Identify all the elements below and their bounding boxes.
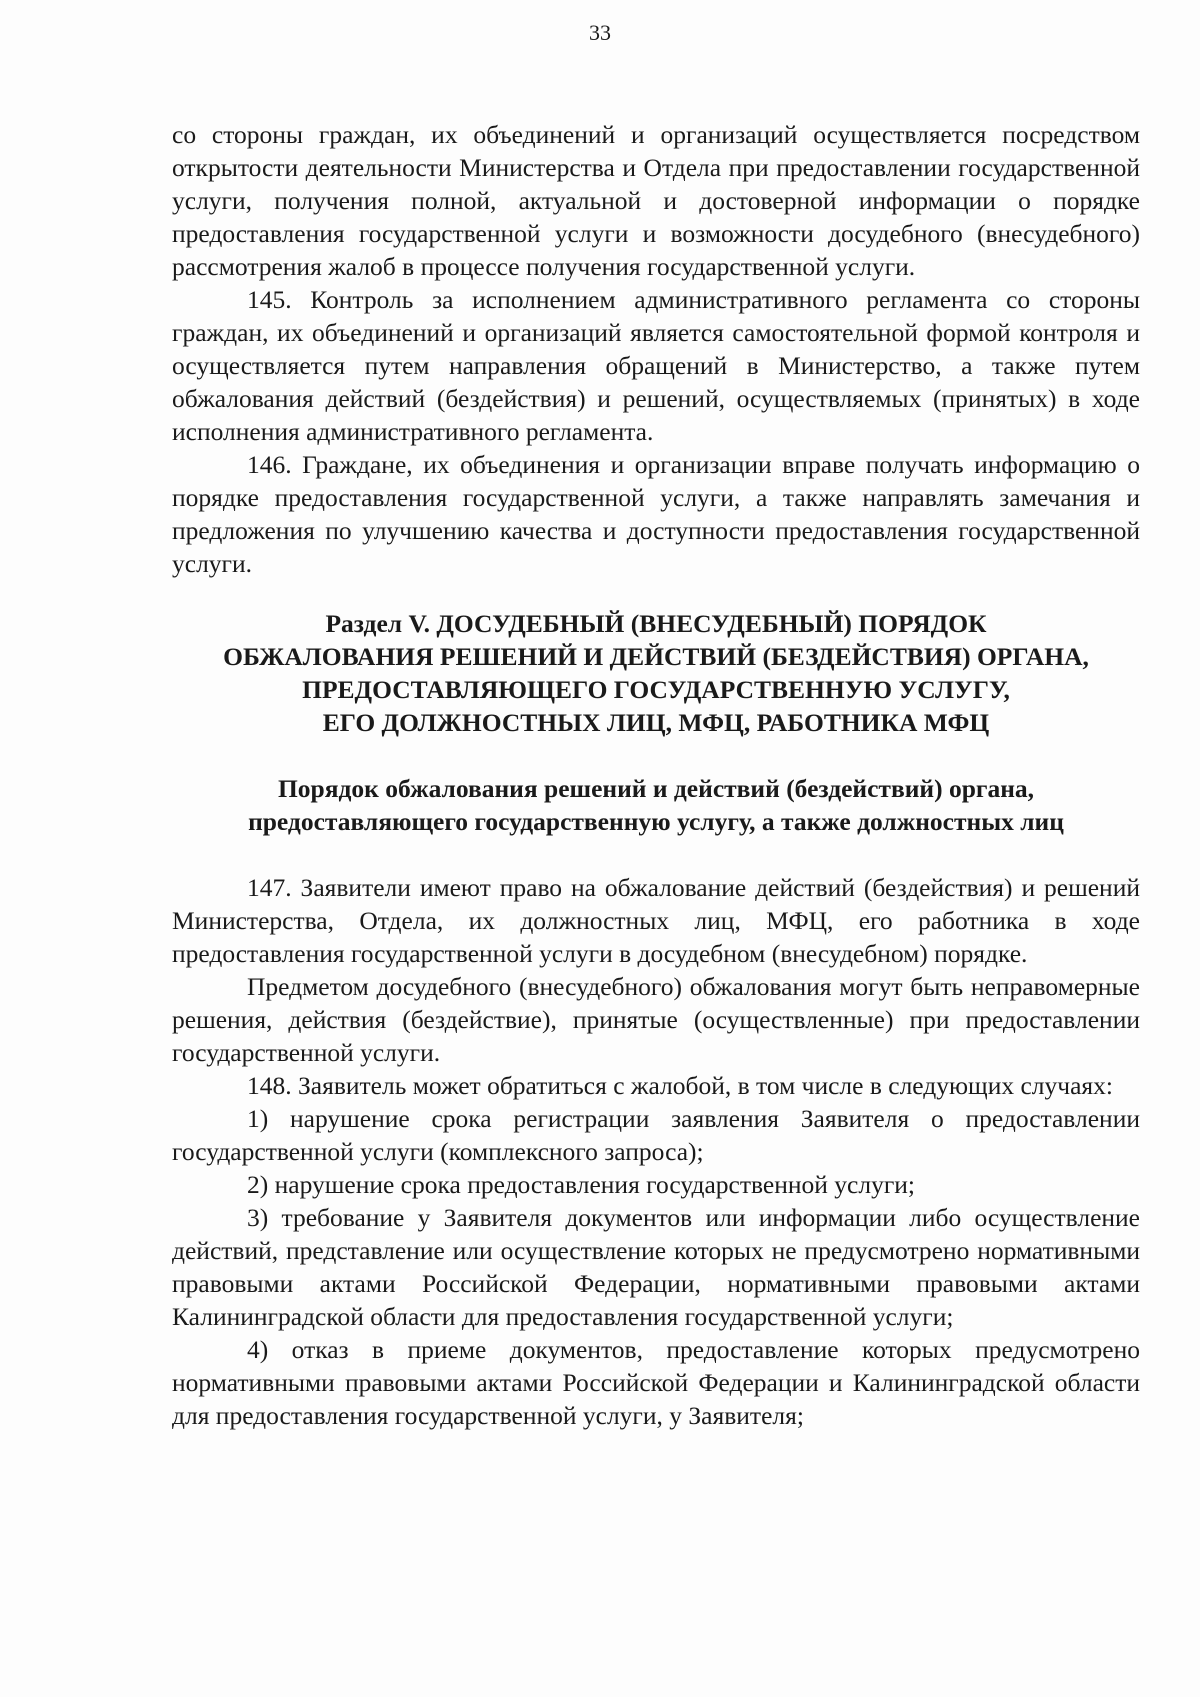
- list-item-2: 2) нарушение срока предоставления государственной услуги;: [247, 1170, 916, 1199]
- list-item-3: 3) требование у Заявителя документов или информации либо осуществление действий, представление или осуществление которых не предусмотрено нормативными правовыми актами Российской Федерации, нормативными правовыми актами Калининградской области для предоставления государственной услуги;: [172, 1203, 1140, 1331]
- paragraph-146: 146. Граждане, их объединения и организации вправе получать информацию о порядке предоставления государственной услуги, а также направлять замечания и предложения по улучшению качества и доступности предоставления государственной услуги.: [172, 450, 1140, 578]
- paragraph-continuation: со стороны граждан, их объединений и организаций осуществляется посредством открытости деятельности Министерства и Отдела при предоставлении государственной услуги, получения полной, актуальной и достоверной информации о порядке предоставления государственной услуги и возможности досудебного (внесудебного) рассмотрения жалоб в процессе получения государственной услуги.: [172, 120, 1140, 281]
- paragraph-147: 147. Заявители имеют право на обжалование действий (бездействия) и решений Министерства, Отдела, их должностных лиц, МФЦ, его работника в ходе предоставления государственной услуги в досудебном (внесудебном) порядке.: [172, 873, 1140, 968]
- section-heading-line: Раздел V. ДОСУДЕБНЫЙ (ВНЕСУДЕБНЫЙ) ПОРЯДОК: [325, 609, 987, 638]
- paragraph-145: 145. Контроль за исполнением административного регламента со стороны граждан, их объединений и организаций является самостоятельной формой контроля и осуществляется путем направления обращений в Министерство, а также путем обжалования действий (бездействия) и решений, осуществляемых (принятых) в ходе исполнения административного регламента.: [172, 285, 1140, 446]
- list-item-1: 1) нарушение срока регистрации заявления Заявителя о предоставлении государственной услуги (комплексного запроса);: [172, 1104, 1140, 1166]
- document-body: [172, 118, 1140, 1432]
- section-heading: [172, 607, 1140, 739]
- subsection-heading-line: Порядок обжалования решений и действий (бездействий) органа,: [277, 774, 1035, 803]
- paragraph-148: 148. Заявитель может обратиться с жалобой, в том числе в следующих случаях:: [247, 1071, 1113, 1100]
- section-heading-line: ПРЕДОСТАВЛЯЮЩЕГО ГОСУДАРСТВЕННУЮ УСЛУГУ,: [302, 675, 1010, 704]
- section-heading-line: ЕГО ДОЛЖНОСТНЫХ ЛИЦ, МФЦ, РАБОТНИКА МФЦ: [322, 708, 990, 737]
- subsection-heading: [172, 772, 1140, 838]
- list-item-4: 4) отказ в приеме документов, предоставление которых предусмотрено нормативными правовыми актами Российской Федерации и Калининградской области для предоставления государственной услуги, у Заявителя;: [172, 1335, 1140, 1430]
- paragraph-subject-of-appeal: Предметом досудебного (внесудебного) обжалования могут быть неправомерные решения, действия (бездействие), принятые (осуществленные) при предоставлении государственной услуги.: [172, 972, 1140, 1067]
- page-number: 33: [589, 20, 611, 45]
- section-heading-line: ОБЖАЛОВАНИЯ РЕШЕНИЙ И ДЕЙСТВИЙ (БЕЗДЕЙСТВИЯ) ОРГАНА,: [223, 642, 1089, 671]
- subsection-heading-line: предоставляющего государственную услугу, а также должностных лиц: [248, 807, 1064, 836]
